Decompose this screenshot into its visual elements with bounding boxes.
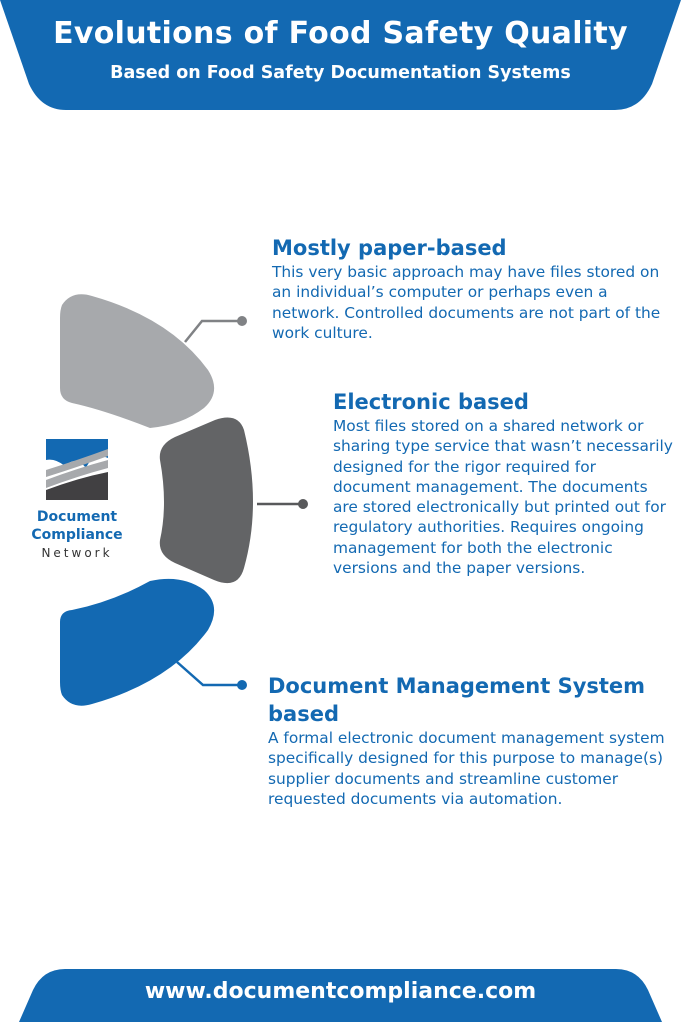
stage-title: Electronic based	[333, 390, 529, 414]
logo-mark-icon	[46, 439, 108, 500]
footer-website-link[interactable]: www.documentcompliance.com	[144, 979, 537, 1004]
segment-electronic-based	[160, 418, 253, 584]
page-subtitle: Based on Food Safety Documentation Systems	[110, 63, 571, 83]
connector-dot-2	[298, 499, 308, 509]
segment-paper-based	[60, 294, 214, 428]
stage-block-paper-based	[272, 234, 672, 343]
stage-title: Mostly paper-based	[272, 236, 507, 260]
segment-dms-based	[60, 579, 214, 706]
logo-text-network: Network	[41, 546, 113, 560]
stage-description: Most files stored on a shared network or sharing type service that wasn’t necessarily designed for the rigor required for document management. The documents are stored electronically but printed out for regulatory authorities. Requires ongoing management for both the electronic versions and the paper versions.	[333, 417, 673, 578]
stage-title: Document Management System based	[268, 674, 646, 726]
connector-line-1	[185, 321, 242, 342]
stage-block-dms-based	[268, 672, 668, 809]
connector-dot-3	[237, 680, 247, 690]
logo-text-document: Document	[36, 509, 118, 525]
connector-line-3	[177, 662, 242, 685]
stage-block-electronic-based	[333, 388, 673, 578]
logo-text-compliance: Compliance	[31, 527, 123, 543]
connector-dot-1	[237, 316, 247, 326]
stage-description: This very basic approach may have files stored on an individual’s computer or perhaps even a network. Controlled documents are not part of the work culture.	[272, 263, 661, 342]
page-title: Evolutions of Food Safety Quality	[53, 16, 628, 51]
stage-description: A formal electronic document management system specifically designed for this purpose to manage(s) supplier documents and streamline customer requested documents via automation.	[268, 729, 665, 808]
